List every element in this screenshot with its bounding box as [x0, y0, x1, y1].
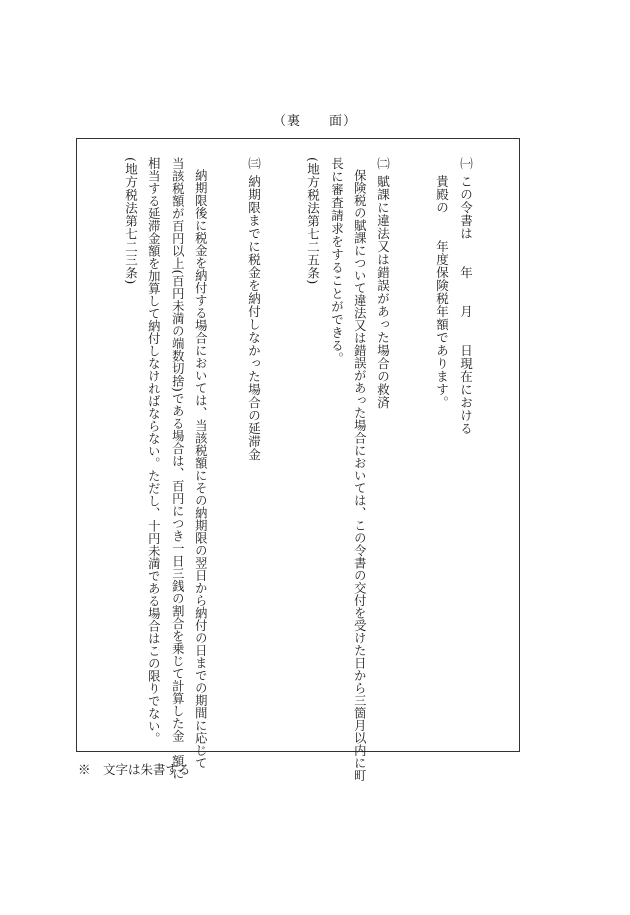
- page-heading: （裏 面）: [272, 114, 357, 129]
- footnote: ※ 文字は朱書する: [78, 762, 191, 777]
- section-2-body-2: 長に審査請求をすることができる。: [329, 157, 345, 365]
- section-3-body-1: 納期限後に税金を納付する場合においては、当該税額にその納期限の翌日から納付の日までの期間に応じて: [193, 169, 208, 769]
- section-3-body-3: 相当する延滞金額を加算して納付しなければならない。ただし、十円未満である場合はこの限りでない。: [146, 157, 161, 745]
- section-3-title: 納期限までに税金を納付しなかった場合の延滞金: [246, 175, 262, 461]
- section-3-body-2: 当該税額が百円以上(百円未満の端数切捨)である場合は、百円につき一日三銭の割合を乗じて計算した金 額に: [170, 157, 185, 780]
- section-1-line-2: 貴殿の 年度保険税年額であります。: [434, 175, 450, 409]
- section-1-line-1: この令書は 年 月 日現在における: [458, 175, 474, 435]
- section-3-marker: ㈢: [246, 157, 262, 170]
- section-2-body-1: 保険税の賦課について違法又は錯誤があった場合においては、この令書の交付を受けた日から三箇月以内に町: [352, 169, 367, 782]
- section-2-title: 賦課に違法又は錯誤があった場合の救済: [375, 175, 391, 409]
- section-3-citation: (地方税法第七二三条): [123, 157, 139, 285]
- section-1-marker: ㈠: [458, 157, 474, 170]
- section-2-citation: (地方税法第七二五条): [305, 157, 321, 285]
- section-2-marker: ㈡: [375, 157, 391, 170]
